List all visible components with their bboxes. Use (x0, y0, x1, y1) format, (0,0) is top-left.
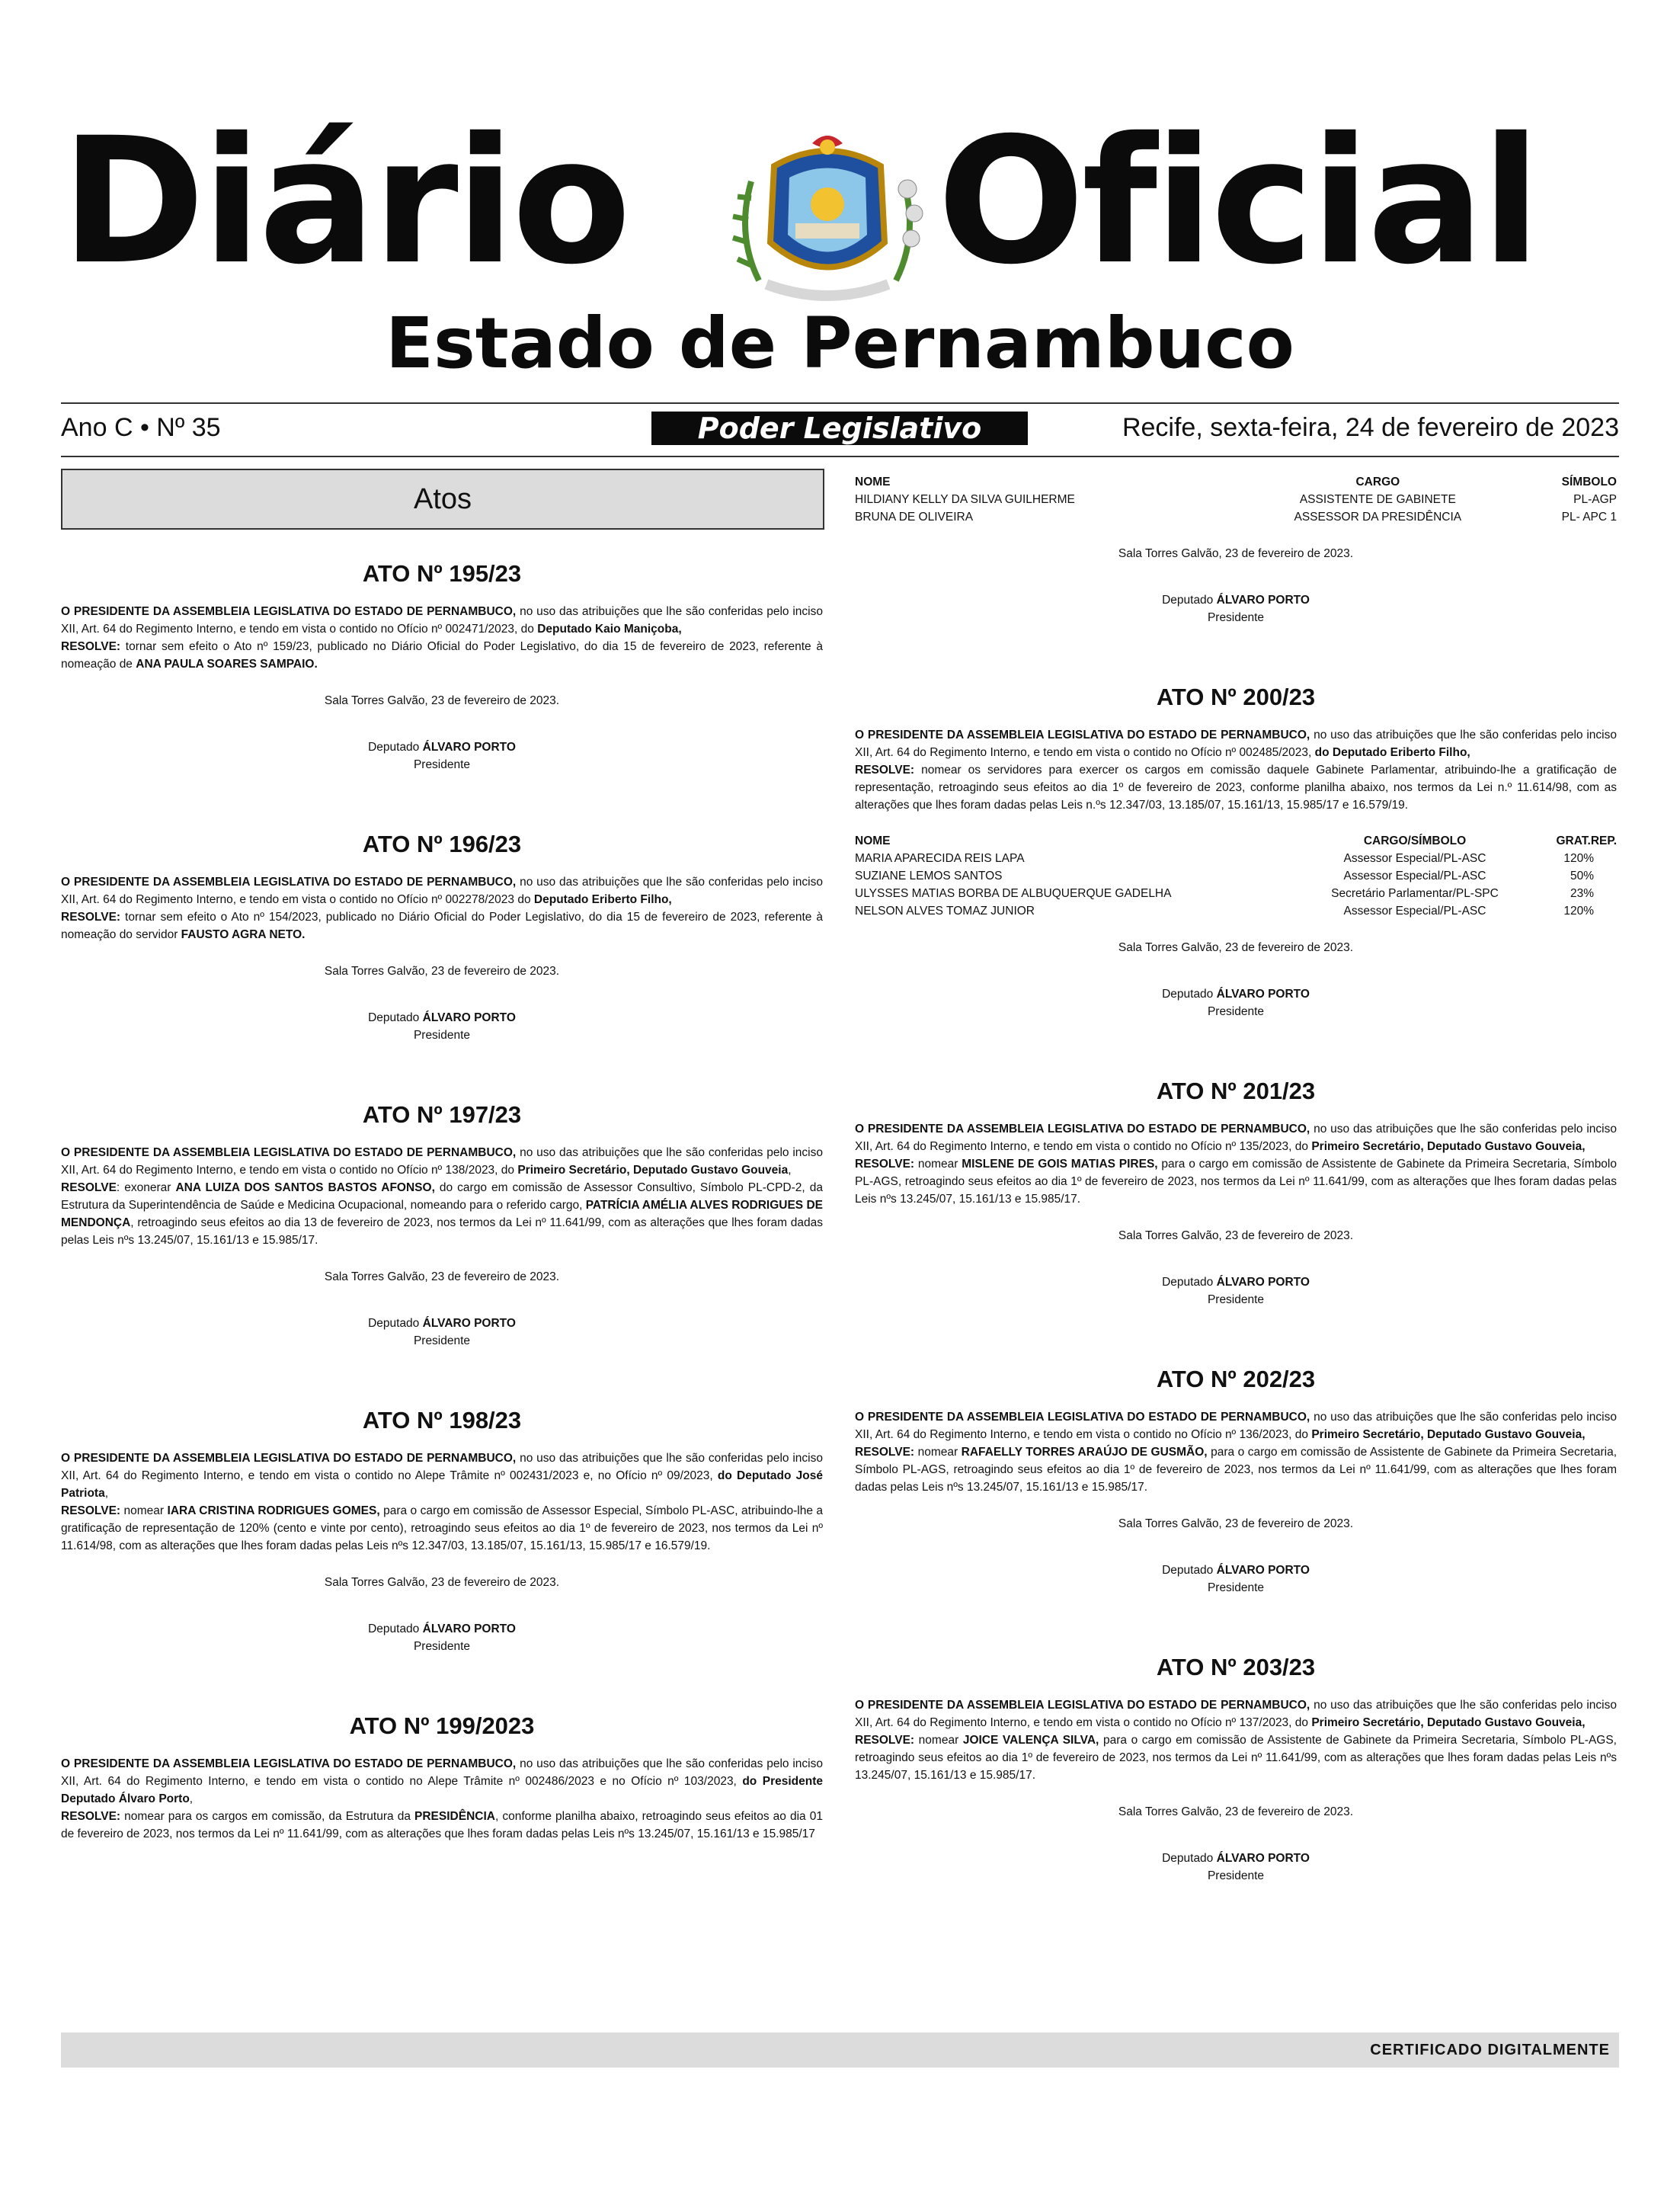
appointments-table (855, 474, 1617, 526)
act-195 (61, 560, 823, 774)
publication-date: Recife, sexta-feira, 24 de fevereiro de 2023 (1122, 413, 1619, 442)
top-rule (61, 402, 1619, 404)
act-place-date: Sala Torres Galvão, 23 de fevereiro de 2023. (1118, 941, 1354, 954)
footer-bar (61, 2032, 1619, 2068)
act-place-date: Sala Torres Galvão, 23 de fevereiro de 2023. (324, 1576, 560, 1589)
digital-certification-label: CERTIFICADO DIGITALMENTE (1370, 2042, 1610, 2058)
act-preamble: O PRESIDENTE DA ASSEMBLEIA LEGISLATIVA DO ESTADO DE PERNAMBUCO, no uso das atribuições que lhe são conferidas pelo inciso XII, Art. 64 do Regimento Interno, e tendo em vista o contido no Alepe Trâmite nº 002486/2023 e no Ofício nº 103/2023, do Presidente Deputado Álvaro Porto, (61, 1757, 824, 1805)
table-header: NOME (855, 834, 891, 847)
masthead-subtitle: Estado de Pernambuco (386, 303, 1294, 384)
table-row: NELSON ALVES TOMAZ JUNIOR Assessor Especial/PL-ASC 120% (855, 905, 1594, 918)
act-title: ATO Nº 197/23 (362, 1101, 522, 1128)
act-preamble: O PRESIDENTE DA ASSEMBLEIA LEGISLATIVA DO ESTADO DE PERNAMBUCO, no uso das atribuições que lhe são conferidas pelo inciso XII, Art. 64 do Regimento Interno, e tendo em vista o contido no Alepe Trâmite nº 002431/2023 e, no Ofício nº 09/2023, do Deputado José Patriota, (61, 1452, 823, 1500)
masthead-title-right: Oficial (937, 100, 1538, 303)
act-title: ATO Nº 198/23 (362, 1407, 522, 1433)
act-200 (855, 684, 1617, 1020)
act-preamble: O PRESIDENTE DA ASSEMBLEIA LEGISLATIVA DO ESTADO DE PERNAMBUCO, no uso das atribuições que lhe são conferidas pelo inciso XII, Art. 64 do Regimento Interno, e tendo em vista o contido no Ofício nº 138/2023, do Primeiro Secretário, Deputado Gustavo Gouveia, (61, 1146, 823, 1177)
table-header: SÍMBOLO (1561, 476, 1617, 488)
table-row: HILDIANY KELLY DA SILVA GUILHERME ASSISTENTE DE GABINETE PL-AGP (855, 493, 1617, 506)
appointments-table (855, 833, 1617, 920)
bottom-rule (61, 456, 1619, 457)
act-201 (855, 1078, 1617, 1309)
edition-number: Ano C • Nº 35 (61, 413, 221, 442)
table-header: NOME (855, 476, 891, 488)
table-header: GRAT.REP. (1556, 834, 1617, 847)
act-title: ATO Nº 201/23 (1156, 1078, 1316, 1104)
signature: Deputado ÁLVARO PORTO Presidente (1162, 1276, 1310, 1306)
act-resolve: RESOLVE: tornar sem efeito o Ato nº 154/2023, publicado no Diário Oficial do Poder Legislativo, do dia 15 de fevereiro de 2023, referente à nomeação do servidor FAUSTO AGRA NETO. (61, 911, 823, 941)
act-202 (855, 1366, 1617, 1597)
pernambuco-crest-icon (728, 128, 926, 311)
table-header: CARGO/SÍMBOLO (1363, 834, 1467, 847)
signature: Deputado ÁLVARO PORTO Presidente (1162, 1564, 1310, 1594)
act-title: ATO Nº 200/23 (1156, 684, 1316, 710)
act-196 (61, 831, 823, 1044)
act-preamble: O PRESIDENTE DA ASSEMBLEIA LEGISLATIVA DO ESTADO DE PERNAMBUCO, no uso das atribuições que lhe são conferidas pelo inciso XII, Art. 64 do Regimento Interno, e tendo em vista o contido no Ofício nº 002278/2023 do Deputado Eriberto Filho, (61, 876, 823, 906)
act-title: ATO Nº 203/23 (1156, 1654, 1316, 1680)
act-place-date: Sala Torres Galvão, 23 de fevereiro de 2023. (324, 965, 560, 978)
signature: Deputado ÁLVARO PORTO Presidente (1162, 1852, 1310, 1882)
act-resolve: RESOLVE: nomear RAFAELLY TORRES ARAÚJO DE GUSMÃO, para o cargo em comissão de Assistente de Gabinete da Primeira Secretaria, Símbolo PL-AGS, retroagindo seus efeitos ao dia 1º de fevereiro de 2023, nos termos da Lei nº 11.641/99, com as alterações que lhes foram dadas pelas Leis nºs 13.245/07, 15.161/13 e 15.985/17. (855, 1446, 1617, 1494)
act-place-date: Sala Torres Galvão, 23 de fevereiro de 2023. (324, 694, 560, 707)
act-203 (855, 1654, 1617, 1885)
table-row: MARIA APARECIDA REIS LAPA Assessor Especial/PL-ASC 120% (855, 852, 1594, 865)
act-place-date: Sala Torres Galvão, 23 de fevereiro de 2023. (1118, 1229, 1354, 1242)
signature: Deputado ÁLVARO PORTO Presidente (368, 741, 516, 771)
signature: Deputado ÁLVARO PORTO Presidente (368, 1317, 516, 1347)
act-preamble: O PRESIDENTE DA ASSEMBLEIA LEGISLATIVA DO ESTADO DE PERNAMBUCO, no uso das atribuições que lhe são conferidas pelo inciso XII, Art. 64 do Regimento Interno, e tendo em vista o contido no Ofício nº 002485/2023, do Deputado Eriberto Filho, (855, 729, 1617, 759)
act-resolve: RESOLVE: nomear MISLENE DE GOIS MATIAS PIRES, para o cargo em comissão de Assistente de Gabinete da Primeira Secretaria, Símbolo PL-AGS, retroagindo seus efeitos ao dia 1º de fevereiro de 2023, nos termos da Lei nº 11.641/99, com as alterações que lhes foram dadas pelas Leis nºs 13.245/07, 15.161/13 e 15.985/17. (855, 1158, 1617, 1206)
branch-badge: Poder Legislativo (651, 412, 1028, 445)
edition-bar (61, 412, 1619, 444)
signature: Deputado ÁLVARO PORTO Presidente (368, 1622, 516, 1653)
act-title: ATO Nº 199/2023 (349, 1712, 535, 1739)
act-resolve: RESOLVE: nomear IARA CRISTINA RODRIGUES GOMES, para o cargo em comissão de Assessor Especial, Símbolo PL-ASC, atribuindo-lhe a gratificação de representação de 120% (cento e vinte por cento), retroagindo seus efeitos ao dia 1º de fevereiro de 2023, nos termos da Lei nº 11.614/98, com as alterações que lhes foram dadas pelas Leis nºs 12.347/03, 13.185/07, 15.161/13, 15.985/17 e 16.579/19. (61, 1504, 824, 1552)
masthead (0, 0, 1680, 457)
table-row: BRUNA DE OLIVEIRA ASSESSOR DA PRESIDÊNCIA PL- APC 1 (855, 511, 1617, 524)
act-resolve: RESOLVE: nomear os servidores para exercer os cargos em comissão daquele Gabinete Parlamentar, atribuindo-lhe a gratificação de representação, retroagindo seus efeitos ao dia 1º de fevereiro de 2023, conforme planilha abaixo, nos termos da Lei n.º 11.614/98, com as alterações que lhes foram dadas pelas Leis n.ºs 12.347/03, 13.185/07, 15.161/13, 15.985/17 e 16.579/19. (855, 764, 1617, 812)
act-place-date: Sala Torres Galvão, 23 de fevereiro de 2023. (324, 1270, 560, 1283)
act-resolve: RESOLVE: tornar sem efeito o Ato nº 159/23, publicado no Diário Oficial do Poder Legislativo, do dia 15 de fevereiro de 2023, referente à nomeação de ANA PAULA SOARES SAMPAIO. (61, 640, 823, 671)
act-preamble: O PRESIDENTE DA ASSEMBLEIA LEGISLATIVA DO ESTADO DE PERNAMBUCO, no uso das atribuições que lhe são conferidas pelo inciso XII, Art. 64 do Regimento Interno, e tendo em vista o contido no Ofício nº 135/2023, do Primeiro Secretário, Deputado Gustavo Gouveia, (855, 1123, 1617, 1153)
table-row: ULYSSES MATIAS BORBA DE ALBUQUERQUE GADELHA Secretário Parlamentar/PL-SPC 23% (855, 887, 1594, 900)
act-place-date: Sala Torres Galvão, 23 de fevereiro de 2023. (1118, 1517, 1354, 1530)
table-header: CARGO (1355, 476, 1400, 488)
signature: Deputado ÁLVARO PORTO Presidente (1162, 988, 1310, 1018)
act-title: ATO Nº 202/23 (1156, 1366, 1316, 1392)
act-resolve: RESOLVE: exonerar ANA LUIZA DOS SANTOS BASTOS AFONSO, do cargo em comissão de Assessor Consultivo, Símbolo PL-CPD-2, da Estrutura da Superintendência de Saúde e Medicina Ocupacional, nomeando para o referido cargo, PATRÍCIA AMÉLIA ALVES RODRIGUES DE MENDONÇA, retroagindo seus efeitos ao dia 13 de fevereiro de 2023, nos termos da Lei nº 11.641/99, com as alterações que lhes foram dadas pelas Leis nºs 13.245/07, 15.161/13 e 15.985/17. (61, 1181, 823, 1247)
act-title: ATO Nº 196/23 (362, 831, 522, 857)
section-title: Atos (61, 469, 824, 530)
act-place-date: Sala Torres Galvão, 23 de fevereiro de 2023. (1118, 547, 1354, 560)
table-row: SUZIANE LEMOS SANTOS Assessor Especial/PL-ASC 50% (855, 870, 1594, 882)
act-resolve: RESOLVE: nomear JOICE VALENÇA SILVA, para o cargo em comissão de Assistente de Gabinete da Primeira Secretaria, Símbolo PL-AGS, retroagindo seus efeitos ao dia 1º de fevereiro de 2023, nos termos da Lei nº 11.641/99, com as alterações que lhes foram dadas pelas Leis nºs 13.245/07, 15.161/13 e 15.985/17. (855, 1734, 1617, 1782)
act-197 (61, 1101, 823, 1350)
act-199-continued (855, 474, 1617, 626)
left-column (61, 469, 823, 1873)
act-resolve: RESOLVE: nomear para os cargos em comissão, da Estrutura da PRESIDÊNCIA, conforme planilha abaixo, retroagindo seus efeitos ao dia 01 de fevereiro de 2023, nos termos da Lei nº 11.641/99, com as alterações que lhes foram dadas pelas Leis nºs 13.245/07, 15.161/13 e 15.985/17 (61, 1810, 823, 1840)
act-title: ATO Nº 195/23 (362, 560, 522, 587)
act-preamble: O PRESIDENTE DA ASSEMBLEIA LEGISLATIVA DO ESTADO DE PERNAMBUCO, no uso das atribuições que lhe são conferidas pelo inciso XII, Art. 64 do Regimento Interno, e tendo em vista o contido no Ofício nº 137/2023, do Primeiro Secretário, Deputado Gustavo Gouveia, (855, 1699, 1617, 1729)
act-preamble: O PRESIDENTE DA ASSEMBLEIA LEGISLATIVA DO ESTADO DE PERNAMBUCO, no uso das atribuições que lhe são conferidas pelo inciso XII, Art. 64 do Regimento Interno, e tendo em vista o contido no Ofício nº 002471/2023, do Deputado Kaio Maniçoba, (61, 605, 823, 636)
right-column (855, 474, 1617, 1915)
signature: Deputado ÁLVARO PORTO Presidente (1162, 594, 1310, 624)
act-198 (61, 1407, 823, 1655)
act-place-date: Sala Torres Galvão, 23 de fevereiro de 2023. (1118, 1805, 1354, 1818)
act-preamble: O PRESIDENTE DA ASSEMBLEIA LEGISLATIVA DO ESTADO DE PERNAMBUCO, no uso das atribuições que lhe são conferidas pelo inciso XII, Art. 64 do Regimento Interno, e tendo em vista o contido no Ofício nº 136/2023, do Primeiro Secretário, Deputado Gustavo Gouveia, (855, 1411, 1617, 1441)
masthead-title-left: Diário (61, 100, 629, 303)
act-199 (61, 1712, 823, 1843)
signature: Deputado ÁLVARO PORTO Presidente (368, 1011, 516, 1042)
